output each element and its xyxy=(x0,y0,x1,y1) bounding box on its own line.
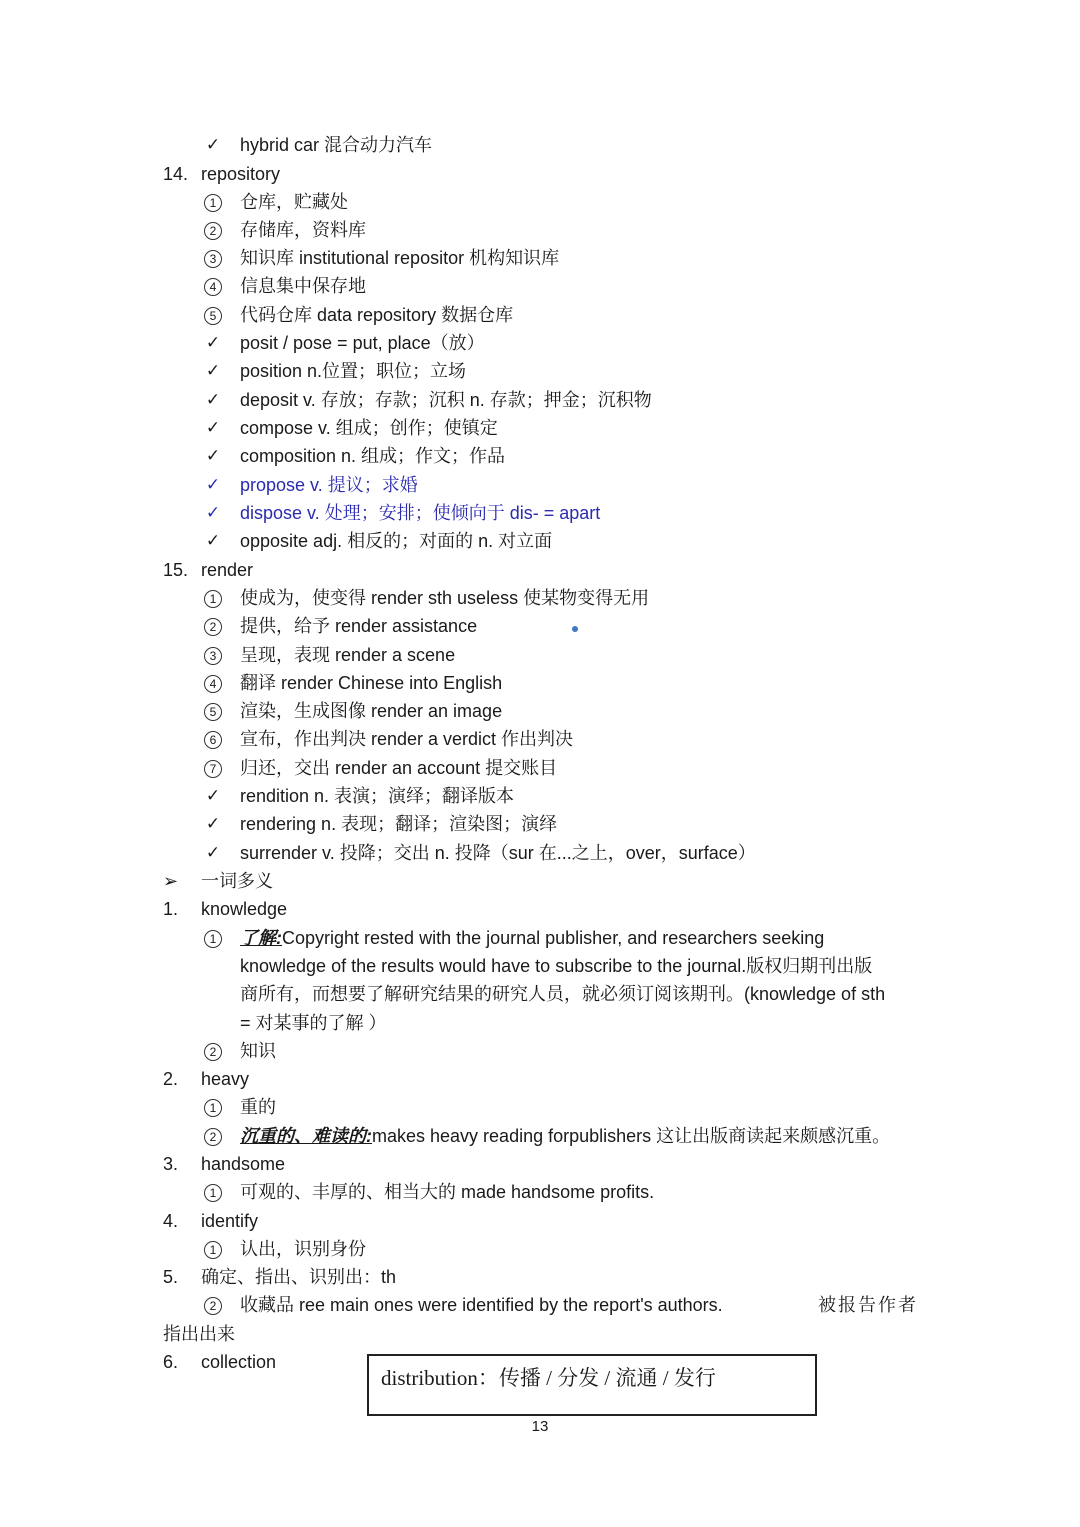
note-box-text: distribution：传播 / 分发 / 流通 / 发行 xyxy=(381,1366,716,1390)
list-item-text: 商所有，而想要了解研究结果的研究人员，就必须订阅该期刊。(knowledge of sth xyxy=(240,984,886,1004)
list-item-text: Copyright rested with the journal publisher, and researchers seeking xyxy=(282,928,825,948)
list-item-text: = 对某事的了解 ） xyxy=(240,1013,387,1033)
list-item-text: posit / pose = put, place（放） xyxy=(240,333,485,353)
list-item xyxy=(163,1291,918,1319)
list-item-text: 归还，交出 render an account 提交账目 xyxy=(240,758,558,778)
list-item-text: hybrid car 混合动力汽车 xyxy=(240,135,433,155)
check-icon: ✓ xyxy=(205,786,221,805)
list-number: 3. xyxy=(163,1154,179,1174)
heading-text: render xyxy=(201,560,254,580)
check-icon: ✓ xyxy=(205,418,221,437)
list-item-text: opposite adj. 相反的；对面的 n. 对立面 xyxy=(240,531,553,551)
list-item-text-right: 被报告作者 xyxy=(818,1295,918,1315)
list-item-text: rendition n. 表演；演绎；翻译版本 xyxy=(240,786,515,806)
heading-text: repository xyxy=(201,164,281,184)
list-number: 6. xyxy=(163,1352,179,1372)
circled-number-icon: 1 xyxy=(204,1099,222,1117)
circled-number-icon: 4 xyxy=(204,278,222,296)
circled-number-icon: 2 xyxy=(204,1043,222,1061)
list-item-text: 翻译 render Chinese into English xyxy=(240,673,503,693)
list-item-text: 收藏品 ree main ones were identified by the report's authors. xyxy=(240,1295,723,1315)
check-icon: ✓ xyxy=(205,361,221,380)
list-item-text: 提供，给予 render assistance xyxy=(240,616,478,636)
heading-text: knowledge xyxy=(201,899,288,919)
circled-number-icon: 1 xyxy=(204,194,222,212)
list-item-text: composition n. 组成；作文；作品 xyxy=(240,446,506,466)
circled-number-icon: 2 xyxy=(204,222,222,240)
circled-number-icon: 1 xyxy=(204,1184,222,1202)
circled-number-icon: 1 xyxy=(204,930,222,948)
circled-number-icon: 3 xyxy=(204,647,222,665)
list-item-text: 宣布，作出判决 render a verdict 作出判决 xyxy=(240,729,574,749)
circled-number-icon: 4 xyxy=(204,675,222,693)
heading-text: 确定、指出、识别出：th xyxy=(201,1267,397,1287)
list-item-text: rendering n. 表现；翻译；渲染图；演绎 xyxy=(240,814,558,834)
list-item-text: makes heavy reading forpublishers 这让出版商读起来颇感沉重。 xyxy=(372,1126,891,1146)
heading-text: identify xyxy=(201,1211,259,1231)
list-number: 14. xyxy=(163,164,189,184)
check-icon: ✓ xyxy=(205,446,221,465)
list-item-text: 使成为，使变得 render sth useless 使某物变得无用 xyxy=(240,588,650,608)
list-number: 2. xyxy=(163,1069,179,1089)
list-item-text: 可观的、丰厚的、相当大的 made handsome profits. xyxy=(240,1182,655,1202)
list-number: 5. xyxy=(163,1267,179,1287)
circled-number-icon: 6 xyxy=(204,731,222,749)
list-item-text: deposit v. 存放；存款；沉积 n. 存款；押金；沉积物 xyxy=(240,390,652,410)
arrow-bullet-icon: ➢ xyxy=(163,871,179,891)
list-number: 1. xyxy=(163,899,179,919)
definition-label: 了解: xyxy=(240,928,282,948)
circled-number-icon: 5 xyxy=(204,703,222,721)
check-icon: ✓ xyxy=(205,333,221,352)
stray-dot xyxy=(572,626,578,632)
check-icon: ✓ xyxy=(205,843,221,862)
list-item-text: 知识 xyxy=(240,1041,276,1061)
list-item-text: compose v. 组成；创作；使镇定 xyxy=(240,418,498,438)
list-item-text: 知识库 institutional repositor 机构知识库 xyxy=(240,248,560,268)
circled-number-icon: 1 xyxy=(204,1241,222,1259)
list-item-text: 信息集中保存地 xyxy=(240,276,366,296)
list-item-text: 认出，识别身份 xyxy=(240,1239,366,1259)
check-icon: ✓ xyxy=(205,390,221,409)
circled-number-icon: 2 xyxy=(204,618,222,636)
list-number: 15. xyxy=(163,560,189,580)
list-item-text: 代码仓库 data repository 数据仓库 xyxy=(240,305,514,325)
heading-text: heavy xyxy=(201,1069,250,1089)
list-item-text: 重的 xyxy=(240,1097,276,1117)
list-item-text: dispose v. 处理；安排；使倾向于 dis- = apart xyxy=(240,503,601,523)
continuation-line xyxy=(163,1320,235,1348)
note-box xyxy=(367,1354,817,1416)
circled-number-icon: 2 xyxy=(204,1297,222,1315)
page-number: 13 xyxy=(531,1418,549,1435)
list-item-text: 呈现，表现 render a scene xyxy=(240,645,456,665)
list-item-text: propose v. 提议；求婚 xyxy=(240,475,418,495)
definition-label: 沉重的、难读的: xyxy=(240,1126,372,1146)
circled-number-icon: 7 xyxy=(204,760,222,778)
list-item-text: position n.位置；职位；立场 xyxy=(240,361,467,381)
circled-number-icon: 1 xyxy=(204,590,222,608)
circled-number-icon: 5 xyxy=(204,307,222,325)
list-item-text: 渲染，生成图像 render an image xyxy=(240,701,503,721)
heading-text: handsome xyxy=(201,1154,286,1174)
list-item-text: 指出出来 xyxy=(163,1324,235,1344)
list-item-text: knowledge of the results would have to subscribe to the journal.版权归期刊出版 xyxy=(240,956,873,976)
list-item-text: 存储库，资料库 xyxy=(240,220,366,240)
list-item-text: 仓库，贮藏处 xyxy=(240,192,348,212)
list-number: 4. xyxy=(163,1211,179,1231)
list-item-text: surrender v. 投降；交出 n. 投降（sur 在...之上，over，surface） xyxy=(240,843,756,863)
circled-number-icon: 3 xyxy=(204,250,222,268)
check-icon: ✓ xyxy=(205,475,221,494)
check-icon: ✓ xyxy=(205,135,221,154)
heading-text: collection xyxy=(201,1352,277,1372)
heading-text: 一词多义 xyxy=(201,871,273,891)
check-icon: ✓ xyxy=(205,814,221,833)
check-icon: ✓ xyxy=(205,503,221,522)
check-icon: ✓ xyxy=(205,531,221,550)
circled-number-icon: 2 xyxy=(204,1128,222,1146)
